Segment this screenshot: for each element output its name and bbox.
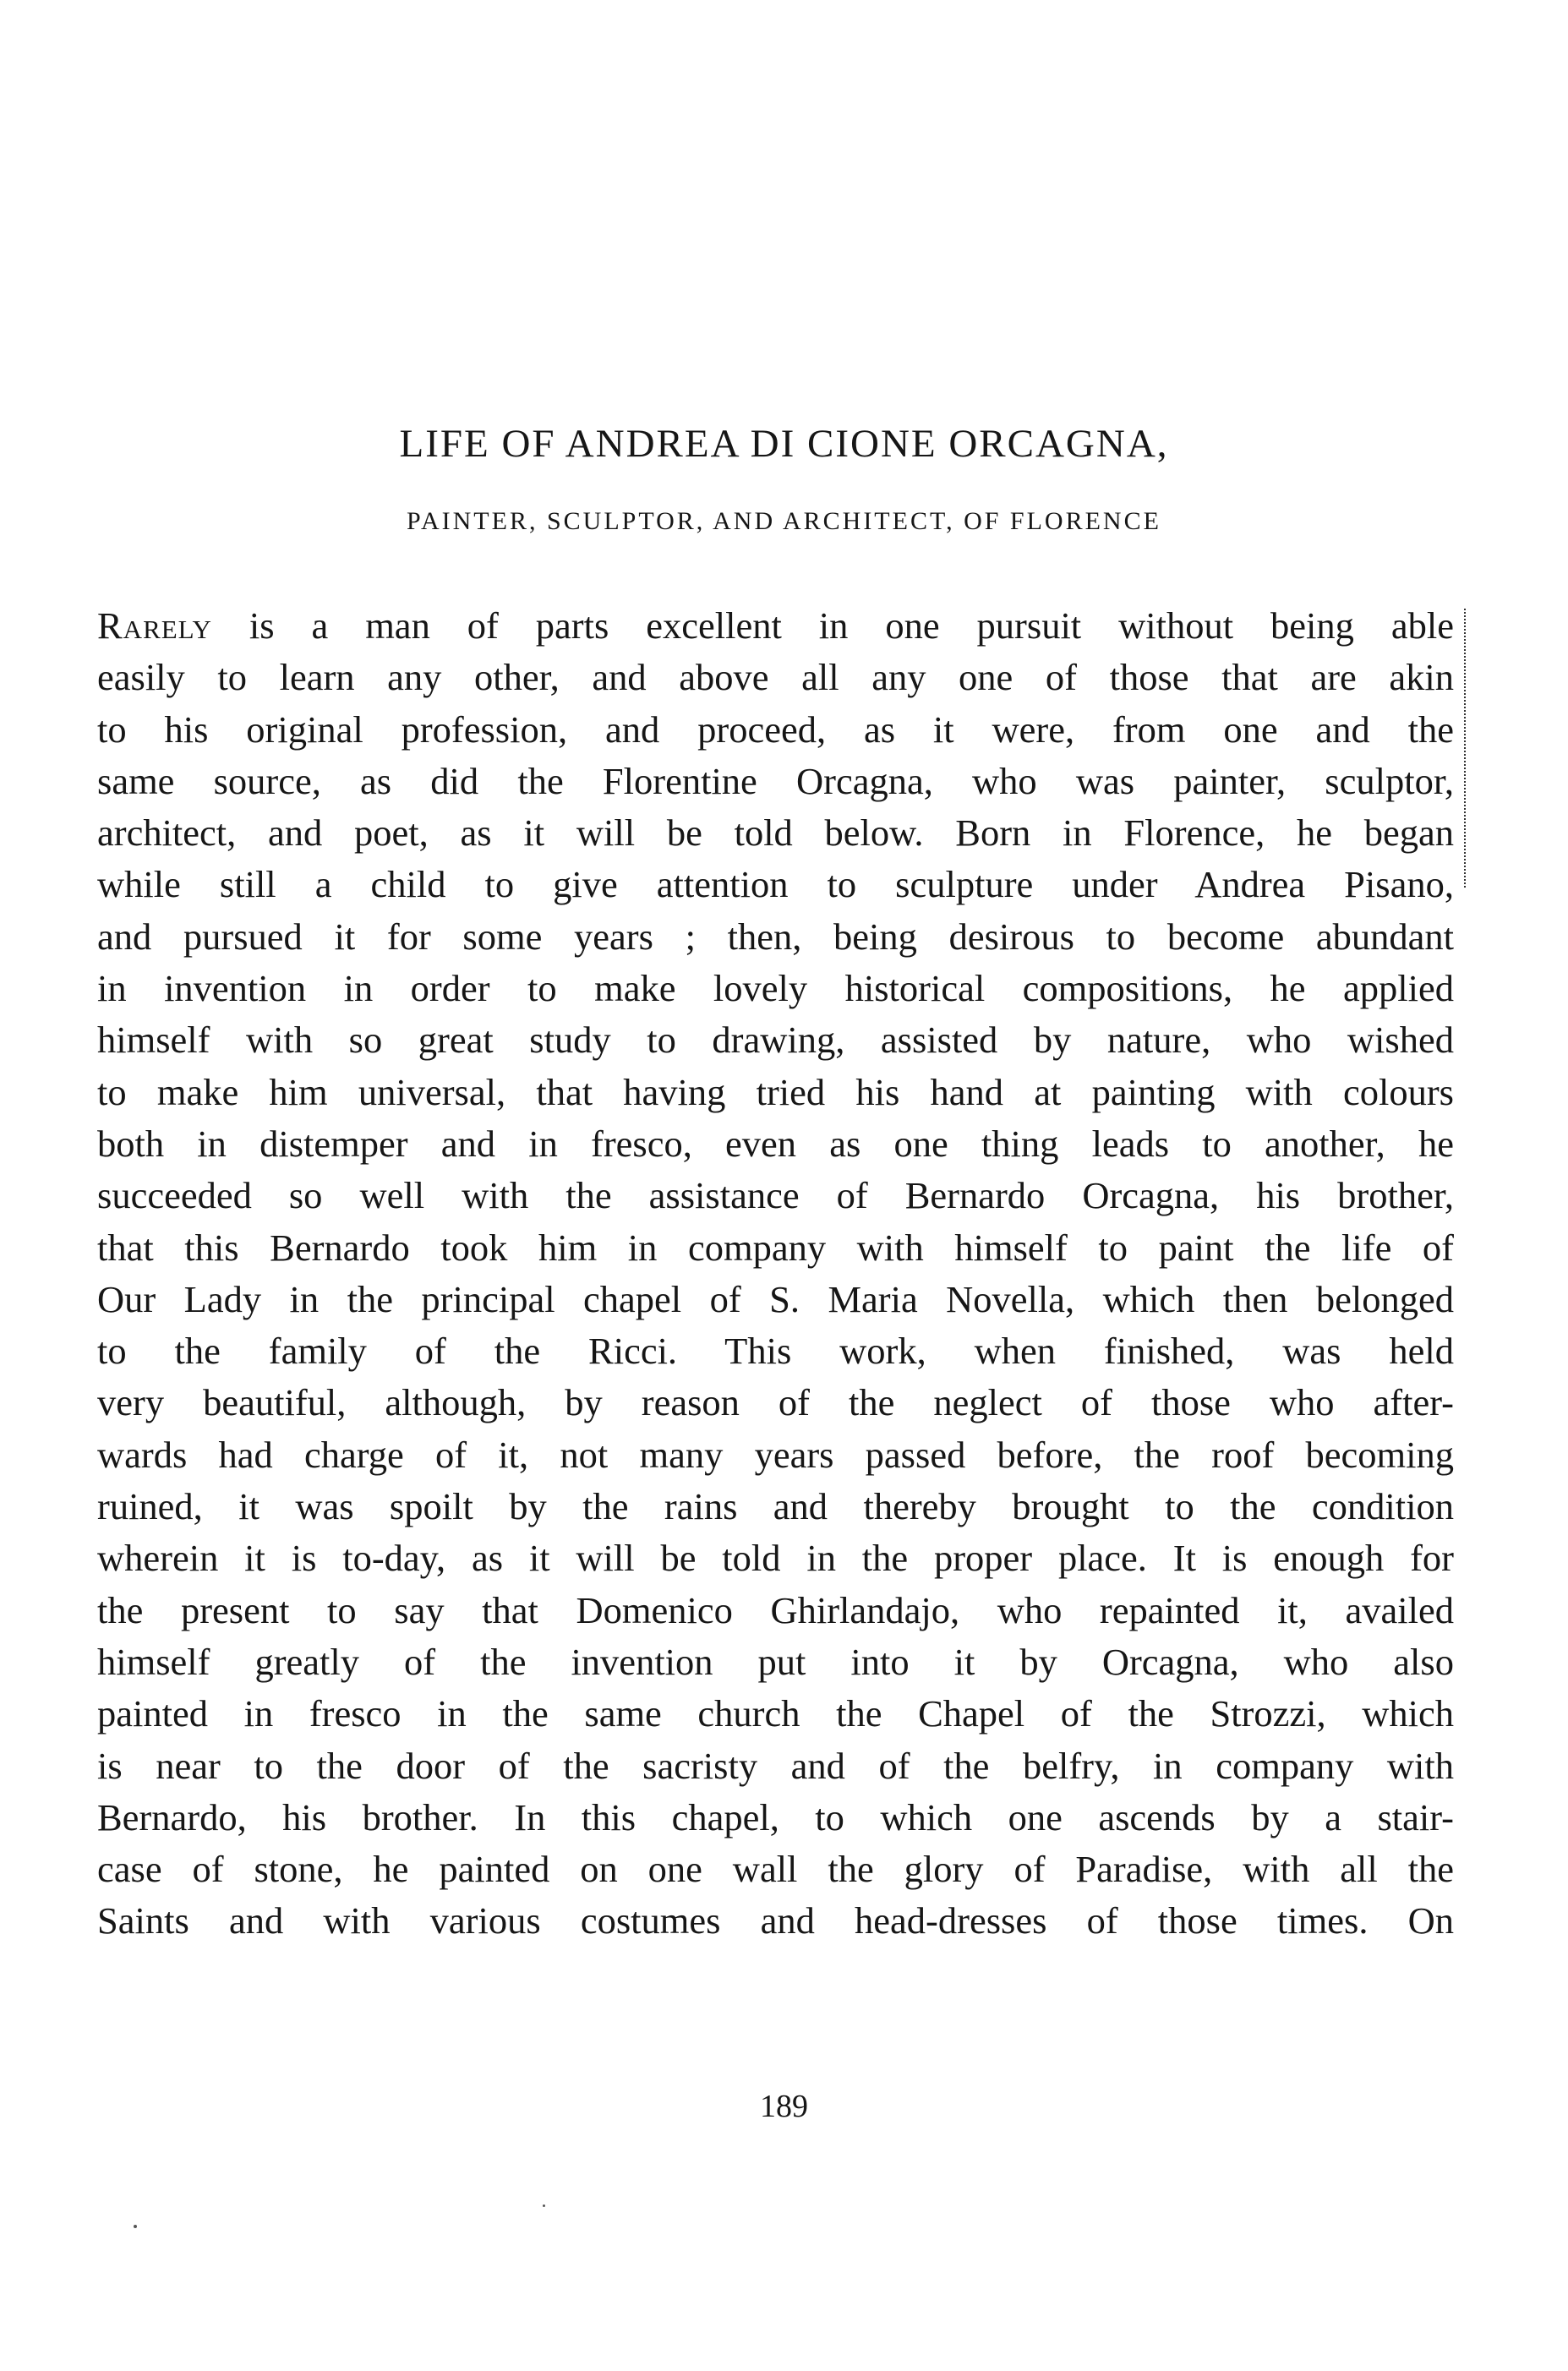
text-line: very beautiful, although, by reason of the neglect of those who after- (97, 1381, 1454, 1424)
text-line: is near to the door of the sacristy and of the belfry, in company with (97, 1744, 1454, 1787)
text-line: to the family of the Ricci. This work, when finished, was held (97, 1330, 1454, 1373)
text-line (97, 600, 1454, 652)
text-line-content: is a man of parts excellent in one pursuit without being able (211, 604, 1454, 647)
text-line: case of stone, he painted on one wall the glory of Paradise, with all the (97, 1848, 1454, 1891)
text-line: ruined, it was spoilt by the rains and thereby brought to the condition (97, 1485, 1454, 1528)
text-line: Saints and with various costumes and head-dresses of those times. On (97, 1899, 1454, 1942)
text-line: in invention in order to make lovely historical compositions, he applied (97, 967, 1454, 1010)
text-line: same source, as did the Florentine Orcagna, who was painter, sculptor, (97, 759, 1454, 802)
text-line: Our Lady in the principal chapel of S. Maria Novella, which then belonged (97, 1277, 1454, 1320)
chapter-subtitle: PAINTER, SCULPTOR, AND ARCHITECT, OF FLORENCE (407, 507, 1161, 535)
text-line: that this Bernardo took him in company with himself to paint the life of (97, 1226, 1454, 1269)
margin-bracket-mark (1456, 609, 1466, 888)
text-line: painted in fresco in the same church the Chapel of the Strozzi, which (97, 1692, 1454, 1735)
text-line: Bernardo, his brother. In this chapel, to which one ascends by a stair- (97, 1795, 1454, 1838)
text-line: to his original profession, and proceed, as it were, from one and the (97, 707, 1454, 751)
text-line: to make him universal, that having tried his hand at painting with colours (97, 1070, 1454, 1113)
text-line: wards had charge of it, not many years passed before, the roof becoming (97, 1433, 1454, 1476)
paper-speck (543, 2204, 545, 2207)
text-line: wherein it is to-day, as it will be told in the proper place. It is enough for (97, 1537, 1454, 1580)
body-text (97, 600, 1454, 1948)
text-line: the present to say that Domenico Ghirlandajo, who repainted it, availed (97, 1588, 1454, 1631)
text-line: himself with so great study to drawing, assisted by nature, who wished (97, 1019, 1454, 1062)
page-number: 189 (760, 2089, 808, 2124)
text-line: both in distemper and in fresco, even as one thing leads to another, he (97, 1122, 1454, 1165)
text-line: himself greatly of the invention put into it by Orcagna, who also (97, 1640, 1454, 1683)
text-line: and pursued it for some years ; then, being desirous to become abundant (97, 915, 1454, 958)
text-line: succeeded so well with the assistance of Bernardo Orcagna, his brother, (97, 1174, 1454, 1217)
text-line: while still a child to give attention to sculpture under Andrea Pisano, (97, 863, 1454, 906)
text-line: architect, and poet, as it will be told below. Born in Florence, he began (97, 811, 1454, 855)
text-line: easily to learn any other, and above all any one of those that are akin (97, 656, 1454, 699)
paper-speck (134, 2225, 137, 2228)
chapter-title: LIFE OF ANDREA DI CIONE ORCAGNA, (399, 422, 1169, 466)
opening-word: Rarely (97, 604, 212, 647)
